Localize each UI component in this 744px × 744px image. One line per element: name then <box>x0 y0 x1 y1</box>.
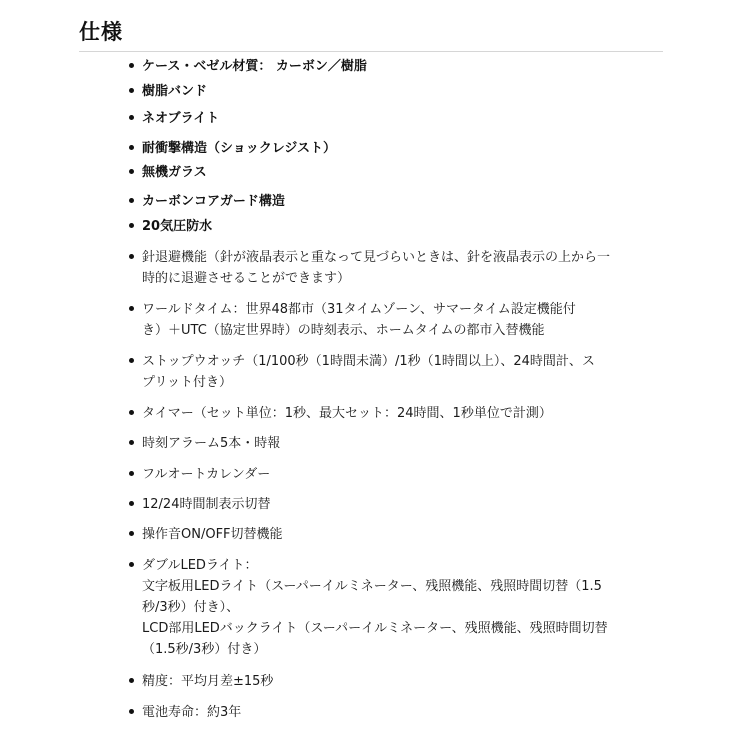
item-text: ワールドタイム：世界48都市（31タイムゾーン、サマータイム設定機能付 <box>142 302 576 317</box>
list-item <box>142 108 642 129</box>
bullet-icon <box>129 678 134 683</box>
item-text: ストップウオッチ（1/100秒（1時間未満）/1秒（1時間以上）、24時間計、ス <box>142 354 595 369</box>
list-item <box>142 671 642 692</box>
bullet-icon <box>129 198 134 203</box>
bullet-icon <box>129 223 134 228</box>
item-text: 操作音ON/OFF切替機能 <box>142 527 283 542</box>
item-text: 12/24時間制表示切替 <box>142 497 271 512</box>
item-text: プリット付き） <box>142 375 232 390</box>
bullet-icon <box>129 410 134 415</box>
bullet-icon <box>129 145 134 150</box>
item-text: き）＋UTC（協定世界時）の時刻表示、ホームタイムの都市入替機能 <box>142 323 545 338</box>
item-text: ダブルLEDライト： <box>142 558 258 573</box>
item-text: 秒/3秒）付き）、 <box>142 600 240 615</box>
list-item <box>142 299 642 341</box>
list-item <box>142 56 642 77</box>
list-item <box>142 351 642 393</box>
bullet-icon <box>129 306 134 311</box>
item-text: ケース・ベゼル材質： カーボン／樹脂 <box>142 59 367 74</box>
item-text: ネオブライト <box>142 111 220 126</box>
list-item <box>142 433 642 454</box>
bullet-icon <box>129 471 134 476</box>
bullet-icon <box>129 88 134 93</box>
item-text: カーボンコアガード構造 <box>142 194 285 209</box>
list-item <box>142 162 642 183</box>
item-text: 時刻アラーム5本・時報 <box>142 436 281 451</box>
item-text: 針退避機能（針が液晶表示と重なって見づらいときは、針を液晶表示の上から一 <box>142 250 611 265</box>
item-text: 電池寿命：約3年 <box>142 705 242 720</box>
list-item <box>142 494 642 515</box>
list-item <box>142 191 642 212</box>
page-title: 仕様 <box>79 20 123 44</box>
bullet-icon <box>129 63 134 68</box>
item-text: 無機ガラス <box>142 165 207 180</box>
bullet-icon <box>129 254 134 259</box>
list-item <box>142 247 642 289</box>
bullet-icon <box>129 169 134 174</box>
bullet-icon <box>129 115 134 120</box>
item-text: （1.5秒/3秒）付き） <box>142 642 267 657</box>
item-text: フルオートカレンダー <box>142 467 271 482</box>
title-divider <box>79 51 663 52</box>
list-item <box>142 216 642 237</box>
bullet-icon <box>129 501 134 506</box>
bullet-icon <box>129 562 134 567</box>
bullet-icon <box>129 531 134 536</box>
item-text: タイマー（セット単位：1秒、最大セット：24時間、1秒単位で計測） <box>142 406 552 421</box>
item-text: 樹脂バンド <box>142 84 208 99</box>
list-item <box>142 555 642 660</box>
item-text: 時的に退避させることができます） <box>142 271 351 286</box>
item-text: 20気圧防水 <box>142 219 213 234</box>
item-text: 耐衝撃構造（ショックレジスト） <box>142 141 337 156</box>
item-text: LCD部用LEDバックライト（スーパーイルミネーター、残照機能、残照時間切替 <box>142 621 608 636</box>
list-item <box>142 138 642 159</box>
item-text: 精度：平均月差±15秒 <box>142 674 274 689</box>
list-item <box>142 464 642 485</box>
bullet-icon <box>129 440 134 445</box>
list-item <box>142 403 642 424</box>
bullet-icon <box>129 709 134 714</box>
list-item <box>142 702 642 723</box>
bullet-icon <box>129 358 134 363</box>
list-item <box>142 81 642 102</box>
list-item <box>142 524 642 545</box>
item-text: 文字板用LEDライト（スーパーイルミネーター、残照機能、残照時間切替（1.5 <box>142 579 602 594</box>
